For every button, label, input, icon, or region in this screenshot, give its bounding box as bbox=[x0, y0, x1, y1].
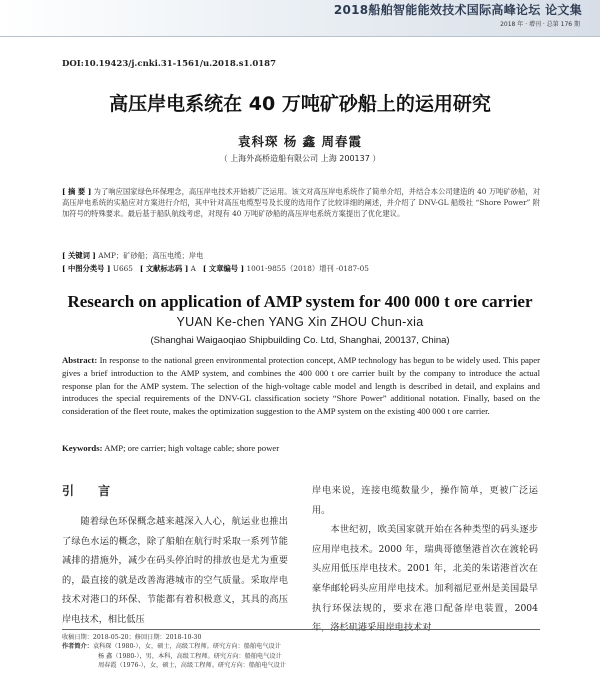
chinese-abstract bbox=[62, 186, 540, 219]
english-abstract bbox=[62, 354, 540, 418]
body-right-column bbox=[312, 481, 538, 638]
intro-paragraph-1: 随着绿色环保概念越来越深入人心，航运业也推出了绿色水运的概念，除了船舶在航行时采取一系列节能减排的措施外，减少在码头停泊时的排放也是尤为重要的，最直接的就是改善海港城市的空气质量。采取岸电技术对港口的环保、节能都有着积极意义，其具的高压岸电技术，相比低压 bbox=[62, 516, 288, 625]
body-left-column bbox=[62, 484, 288, 630]
chinese-keywords bbox=[62, 251, 540, 261]
english-abstract-text: In response to the national green environmental protection concept, AMP technology has begun to be widely used. This paper gives a brief introduction to the AMP system, and combines the 400 000 t ore carrier built by the company to introduce the actual response plan for the AMP system. The selection of the high-voltage cable model and length is described in detail, and explains and introduces the special requirements of the DNV-GL classification society “Shore Power” additional notation. Finally, based on the consideration of the fleet route, makes the optimization suggestion to the AMP system on the existing 400 000 t ore carrier. bbox=[62, 355, 541, 417]
section-heading-introduction: 引 言 bbox=[62, 484, 121, 498]
english-abstract-label: Abstract: bbox=[62, 355, 98, 365]
chinese-keywords-label: [ 关键词 ] bbox=[62, 251, 96, 260]
issue-info: 2018 年 · 增刊 · 总第 176 期 bbox=[500, 21, 580, 28]
doi: DOI:10.19423/j.cnki.31-1561/u.2018.s1.0187 bbox=[62, 59, 277, 69]
chinese-title: 高压岸电系统在 40 万吨矿砂船上的运用研究 bbox=[109, 93, 491, 115]
english-affiliation: (Shanghai Waigaoqiao Shipbuilding Co. Ltd, Shanghai, 200137, China) bbox=[150, 335, 450, 346]
footnote bbox=[62, 629, 540, 671]
chinese-abstract-label: [ 摘 要 ] bbox=[62, 187, 92, 196]
english-keywords-text: AMP; ore carrier; high voltage cable; shore power bbox=[104, 443, 280, 453]
chinese-affiliation: （ 上海外高桥造船有限公司 上海 200137 ） bbox=[219, 154, 381, 163]
intro-paragraph-2: 本世纪初，欧美国家就开始在各种类型的码头逐步应用岸电技术。2000 年，瑞典哥德堡港首次在渡轮码头应用低压岸电技术。2001 年，北美的朱诺港首次在豪华邮轮码头应用岸电技术。加利福尼亚州是美国最早执行环保法规的，要求在港口配备岸电装置，2004 年，洛杉矶港采用岸电技术对 bbox=[312, 524, 538, 634]
document-code-label: [ 文献标志码 ] bbox=[139, 264, 189, 273]
intro-paragraph-1-continued: 岸电来说，连接电缆数量少，操作简单，更被广泛运用。 bbox=[312, 485, 538, 516]
proceedings-title: 2018船舶智能能效技术国际高峰论坛 论文集 bbox=[333, 3, 582, 17]
author-info-1 bbox=[62, 642, 540, 651]
english-keywords-label: Keywords: bbox=[62, 443, 103, 453]
author-info-label: 作者简介： bbox=[62, 643, 93, 651]
classification-line bbox=[62, 264, 540, 274]
chinese-abstract-text: 为了响应国家绿色环保理念，高压岸电技术开始被广泛运用。该文对高压岸电系统作了简单介绍，并结合本公司建造的 40 万吨矿砂船，对高压岸电系统的实船应对方案进行介绍，其中针对高压电缆型号及长度的选用作了比较详细的阐述，并介绍了 DNV-GL 船级社 “Shore Power” 附加符号的特殊要求。最后基于船队航线考虑，对现有 40 万吨矿砂船的高压岸电系统方案提出了优化建议。 bbox=[62, 187, 540, 218]
english-keywords bbox=[62, 443, 540, 453]
running-header bbox=[0, 0, 600, 37]
article-number-value: 1001-9855（2018）增刊 -0187-05 bbox=[246, 264, 369, 273]
author-info-text-1: 袁科琛（1980-），女，硕士，高级工程师。研究方向：船舶电气设计 bbox=[92, 643, 281, 651]
author-info-2: 杨 鑫（1980-），男，本科，高级工程师。研究方向：船舶电气设计 bbox=[98, 652, 282, 660]
class-number-value: U665 bbox=[112, 264, 133, 273]
english-authors: YUAN Ke-chen YANG Xin ZHOU Chun-xia bbox=[176, 315, 424, 329]
author-info-3: 周春霞（1976-），女，硕士，高级工程师。研究方向：船舶电气设计 bbox=[98, 662, 286, 670]
chinese-authors: 袁科琛 杨 鑫 周春霞 bbox=[237, 134, 363, 149]
english-title: Research on application of AMP system for 400 000 t ore carrier bbox=[67, 292, 533, 311]
received-dates: 收稿日期：2018-05-20；修回日期：2018-10-30 bbox=[62, 634, 202, 641]
chinese-keywords-text: AMP；矿砂船；高压电缆；岸电 bbox=[98, 251, 204, 260]
document-code-value: A bbox=[190, 264, 196, 273]
class-number-label: [ 中图分类号 ] bbox=[62, 264, 111, 273]
article-number-label: [ 文章编号 ] bbox=[202, 264, 245, 273]
